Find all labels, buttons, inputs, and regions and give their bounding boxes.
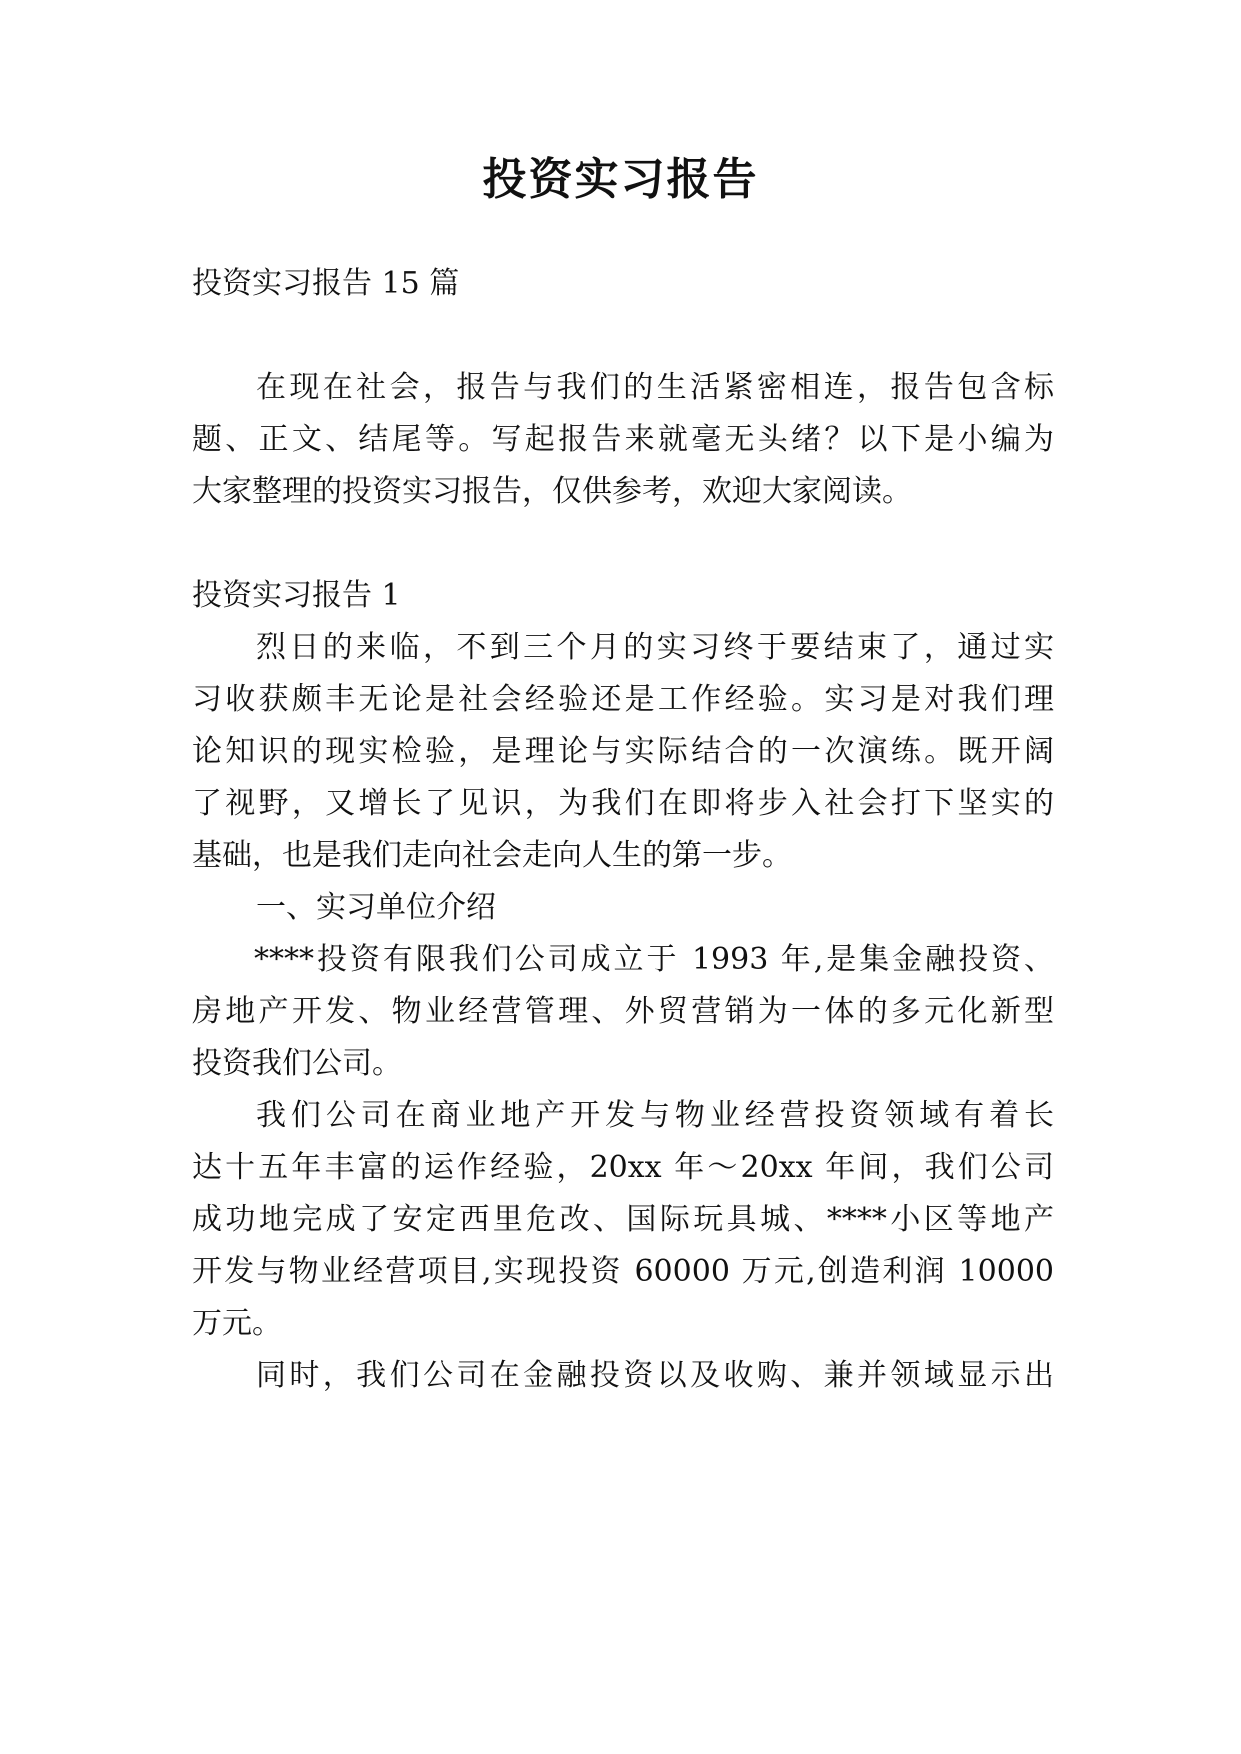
paragraph-line: 论知识的现实检验，是理论与实际结合的一次演练。既开阔 <box>192 734 1054 769</box>
document-title: 投资实习报告 <box>482 154 759 205</box>
section-heading: 投资实习报告 1 <box>192 578 401 613</box>
document-subtitle: 投资实习报告 15 篇 <box>192 266 460 301</box>
paragraph-line: 基础，也是我们走向社会走向人生的第一步。 <box>192 838 792 873</box>
paragraph-line: 同时，我们公司在金融投资以及收购、兼并领域显示出 <box>256 1358 1054 1393</box>
paragraph-line: 达十五年丰富的运作经验，20xx 年～20xx 年间，我们公司 <box>192 1150 1054 1185</box>
subheading: 一、实习单位介绍 <box>256 890 496 925</box>
paragraph-line: 万元。 <box>192 1306 282 1341</box>
paragraph-line: 习收获颇丰无论是社会经验还是工作经验。实习是对我们理 <box>192 682 1054 717</box>
paragraph-line: 成功地完成了安定西里危改、国际玩具城、****小区等地产 <box>192 1202 1054 1237</box>
paragraph-line: 房地产开发、物业经营管理、外贸营销为一体的多元化新型 <box>192 994 1054 1029</box>
paragraph-line: 烈日的来临，不到三个月的实习终于要结束了，通过实 <box>256 630 1054 665</box>
paragraph-line: 投资我们公司。 <box>192 1046 402 1081</box>
intro-line: 题、正文、结尾等。写起报告来就毫无头绪？以下是小编为 <box>192 422 1054 457</box>
paragraph-line: 开发与物业经营项目,实现投资 60000 万元,创造利润 10000 <box>192 1254 1054 1289</box>
paragraph-line: 了视野，又增长了见识，为我们在即将步入社会打下坚实的 <box>192 786 1054 821</box>
intro-line: 在现在社会，报告与我们的生活紧密相连，报告包含标 <box>256 370 1054 405</box>
paragraph-line: 我们公司在商业地产开发与物业经营投资领域有着长 <box>256 1098 1054 1133</box>
intro-line: 大家整理的投资实习报告，仅供参考，欢迎大家阅读。 <box>192 474 912 509</box>
paragraph-line: ****投资有限我们公司成立于 1993 年,是集金融投资、 <box>254 942 1054 977</box>
